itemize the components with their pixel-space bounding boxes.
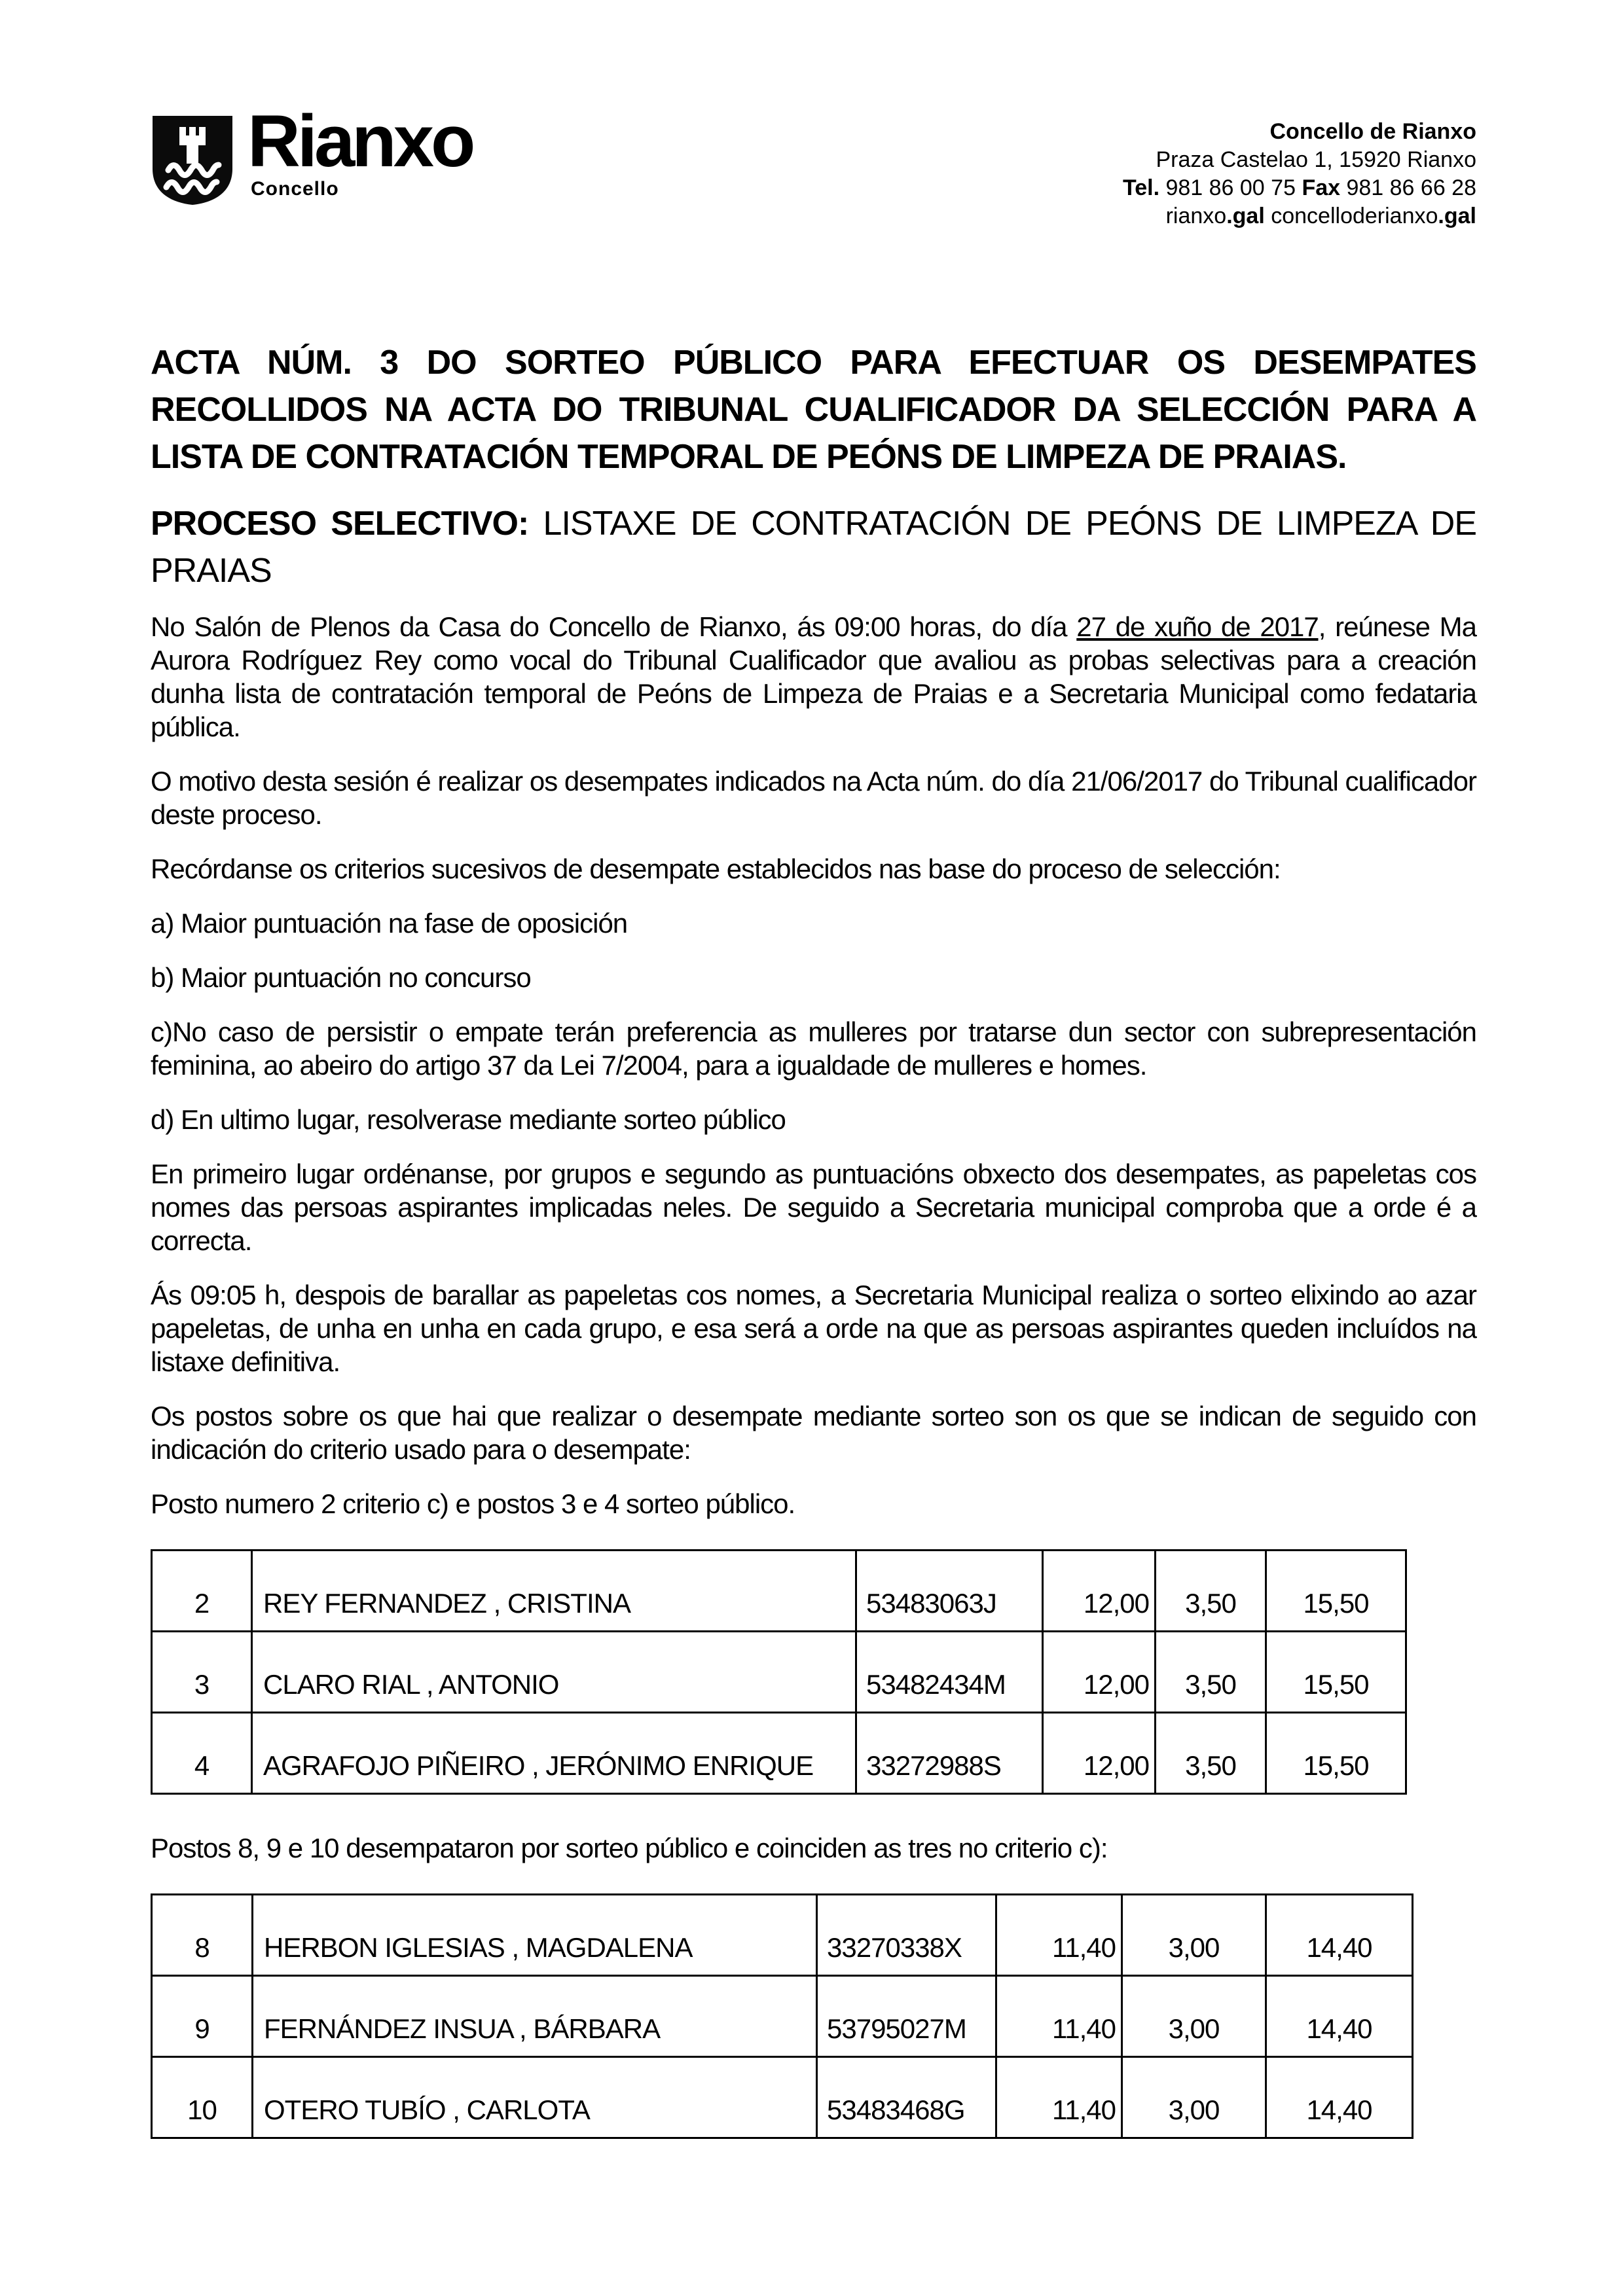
process-heading (151, 500, 1476, 594)
paragraph-positions-intro: Os postos sobre os que hai que realizar o desempate mediante sorteo son os que se indican de seguido con indicación do criterio usado para o desempate: (151, 1401, 1476, 1465)
logo-text (247, 100, 473, 200)
cell-dni: 33270338X (817, 1895, 996, 1976)
tel-label: Tel. (1122, 175, 1160, 200)
criteria-item-a: a) Maior puntuación na fase de oposición (151, 908, 628, 939)
cell-oposicion: 11,40 (996, 1895, 1122, 1976)
cell-total: 14,40 (1266, 2057, 1413, 2138)
cell-position: 4 (152, 1713, 252, 1794)
paragraph-session (151, 610, 1476, 744)
tie-break-table-postos-8-10 (151, 1893, 1413, 2139)
logo-subtitle: Concello (251, 178, 339, 200)
cell-dni: 53483063J (856, 1551, 1043, 1632)
cell-position: 9 (152, 1976, 253, 2057)
cell-position: 2 (152, 1551, 252, 1632)
cell-total: 14,40 (1266, 1895, 1413, 1976)
web1-name: rianxo (1165, 204, 1227, 228)
p1-date-underlined: 27 de xuño de 2017, (1076, 611, 1326, 642)
tie-break-table-postos-2-4 (151, 1549, 1407, 1795)
cell-name: HERBON IGLESIAS , MAGDALENA (253, 1895, 817, 1976)
cell-concurso: 3,50 (1156, 1551, 1266, 1632)
cell-oposicion: 12,00 (1043, 1551, 1156, 1632)
contact-block (1123, 110, 1476, 230)
process-label: PROCESO SELECTIVO: (151, 505, 529, 543)
table-row (152, 1713, 1406, 1794)
process-value: LISTAXE DE CONTRATACIÓN DE PEÓNS DE LIMPEZA DE PRAIAS (151, 505, 1476, 590)
paragraph-ordering: En primeiro lugar ordénanse, por grupos e segundo as puntuacións obxecto dos desempates, as papeletas cos nomes das persoas aspirantes implicadas neles. De seguido a Secretaria municipal comproba que a orde é a correcta. (151, 1158, 1476, 1256)
cell-concurso: 3,00 (1122, 1895, 1266, 1976)
document-body (151, 610, 1476, 2139)
p1-after: reúnese Ma Aurora Rodríguez Rey como vocal do Tribunal Cualificador que avaliou as probas selectivas para a creación dunha lista de contratación temporal de Peóns de Limpeza de Praias e a Secretaria Municipal como fedataria pública. (151, 611, 1477, 742)
table-row (152, 2057, 1413, 2138)
cell-name: FERNÁNDEZ INSUA , BÁRBARA (253, 1976, 817, 2057)
cell-concurso: 3,00 (1122, 1976, 1266, 2057)
paragraph-draw: Ás 09:05 h, despois de barallar as papeletas cos nomes, a Secretaria Municipal realiza o sorteo elixindo ao azar papeletas, de unha en unha en cada grupo, e esa será a orde na que as persoas aspirantes queden incluídos na listaxe definitiva. (151, 1280, 1476, 1377)
cell-position: 8 (152, 1895, 253, 1976)
contact-org: Concello de Rianxo (1269, 119, 1476, 144)
fax-label: Fax (1302, 175, 1341, 200)
page-header (151, 100, 1476, 249)
cell-oposicion: 12,00 (1043, 1713, 1156, 1794)
paragraph-criteria-intro: Recórdanse os criterios sucesivos de desempate establecidos nas base do proceso de selección: (151, 853, 1281, 884)
web2-name: concelloderianxo (1264, 204, 1438, 228)
cell-dni: 53795027M (817, 1976, 996, 2057)
paragraph-postos-8-9-10: Postos 8, 9 e 10 desempataron por sorteo público e coinciden as tres no criterio c): (151, 1833, 1108, 1863)
document-title: ACTA NÚM. 3 DO SORTEO PÚBLICO PARA EFECTUAR OS DESEMPATES RECOLLIDOS NA ACTA DO TRIBUNAL CUALIFICADOR DA SELECCIÓN PARA A LISTA DE CONTRATACIÓN TEMPORAL DE PEÓNS DE LIMPEZA DE PRAIAS. (151, 344, 1476, 476)
p1-before: No Salón de Plenos da Casa do Concello de Rianxo, ás 09:00 horas, do día (151, 611, 1077, 642)
criteria-item-c: c)No caso de persistir o empate terán preferencia as mulleres por tratarse dun sector con subrepresentación feminina, ao abeiro do artigo 37 da Lei 7/2004, para a igualdade de mulleres e homes. (151, 1016, 1476, 1081)
criteria-item-d: d) En ultimo lugar, resolverase mediante sorteo público (151, 1104, 786, 1135)
contact-address: Praza Castelao 1, 15920 Rianxo (1156, 147, 1476, 172)
cell-dni: 33272988S (856, 1713, 1043, 1794)
paragraph-motive: O motivo desta sesión é realizar os desempates indicados na Acta núm. do día 21/06/2017 do Tribunal cualificador deste proceso. (151, 766, 1476, 830)
contact-web-line (1123, 202, 1476, 230)
cell-total: 15,50 (1266, 1632, 1406, 1713)
cell-position: 3 (152, 1632, 252, 1713)
cell-position: 10 (152, 2057, 253, 2138)
cell-total: 15,50 (1266, 1551, 1406, 1632)
table-row (152, 1895, 1413, 1976)
cell-oposicion: 11,40 (996, 1976, 1122, 2057)
logo-wordmark: Rianxo (247, 100, 473, 182)
paragraph-posto-2-3-4: Posto numero 2 criterio c) e postos 3 e 4 sorteo público. (151, 1488, 795, 1519)
criteria-item-b: b) Maior puntuación no concurso (151, 962, 531, 993)
cell-total: 15,50 (1266, 1713, 1406, 1794)
cell-total: 14,40 (1266, 1976, 1413, 2057)
contact-phone-line (1123, 174, 1476, 202)
rianxo-logo (151, 100, 473, 207)
cell-dni: 53483468G (817, 2057, 996, 2138)
cell-oposicion: 12,00 (1043, 1632, 1156, 1713)
cell-oposicion: 11,40 (996, 2057, 1122, 2138)
tel-value: 981 86 00 75 (1159, 175, 1302, 200)
cell-name: OTERO TUBÍO , CARLOTA (253, 2057, 817, 2138)
web2-tld: .gal (1438, 204, 1476, 228)
cell-name: REY FERNANDEZ , CRISTINA (252, 1551, 856, 1632)
table-row (152, 1976, 1413, 2057)
web1-tld: .gal (1226, 204, 1265, 228)
table-row (152, 1551, 1406, 1632)
cell-concurso: 3,00 (1122, 2057, 1266, 2138)
fax-value: 981 86 66 28 (1340, 175, 1476, 200)
cell-name: CLARO RIAL , ANTONIO (252, 1632, 856, 1713)
table-row (152, 1632, 1406, 1713)
cell-concurso: 3,50 (1156, 1632, 1266, 1713)
rianxo-shield-icon (151, 114, 234, 207)
cell-dni: 53482434M (856, 1632, 1043, 1713)
cell-name: AGRAFOJO PIÑEIRO , JERÓNIMO ENRIQUE (252, 1713, 856, 1794)
cell-concurso: 3,50 (1156, 1713, 1266, 1794)
